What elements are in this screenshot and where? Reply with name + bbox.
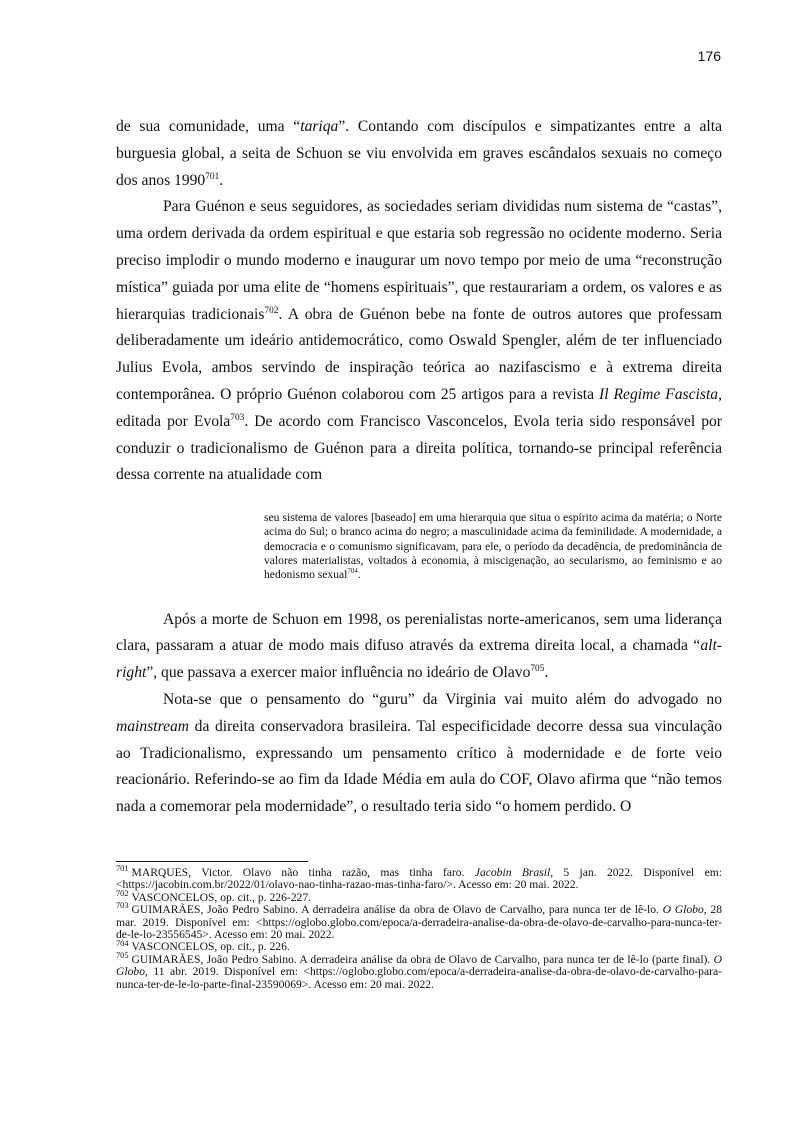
footnote-separator (116, 861, 308, 862)
page-number: 176 (697, 48, 721, 64)
footnote-702: $^{702}$ VASCONCELOS, op. cit., p. 226-227. (116, 888, 312, 904)
footnote-ref-705: 705 (530, 664, 545, 675)
footnote-705: $^{705}$ GUIMARÃES, João Pedro Sabino. A derradeira análise da obra de Olavo de Carvalho, para nunca ter de lê-lo (parte final). O Globo, 11 abr. 2019. Disponível em: <https://oglobo.globo.com/epoca/a-derradeira-analise-da-obra-de-olavo-de-carvalho-para-nunca-ter-de-le-lo-parte-final-23590069>. Acesso em: 20 mai. 2022. (116, 950, 722, 991)
footnote-ref-701: 701 (205, 171, 220, 182)
main-text (116, 114, 722, 821)
footnote-ref-703: 703 (230, 412, 245, 423)
paragraph-1: de sua comunidade, uma “tariqa”. Contando com discípulos e simpatizantes entre a alta burguesia global, a seita de Schuon se viu envolvida em graves escândalos sexuais no começo dos anos 1990$^{701}$. (116, 118, 722, 189)
footnotes (116, 864, 722, 991)
paragraph-2: Para Guénon e seus seguidores, as sociedades seriam divididas num sistema de “castas”, uma ordem derivada da ordem espiritual e que estaria sob regressão no ocidente moderno. Seria preciso implodir o mundo moderno e inaugurar um novo tempo por meio de uma “reconstrução mística” guiada por uma elite de “homens espirituais”, que restaurariam a ordem, os valores e as hierarquias tradicionais$^{702}$. A obra de Guénon bebe na fonte de outros autores que professam deliberadamente um ideário antidemocrático, como Oswald Spengler, além de ter influenciado Julius Evola, ambos servindo de inspiração teórica ao nazifascismo e à extrema direita contemporânea. O próprio Guénon colaborou com 25 artigos para a revista Il Regime Fascista, editada por Evola$^{703}$. De acordo com Francisco Vasconcelos, Evola teria sido responsável por conduzir o tradicionalismo de Guénon para a direita política, tornando-se principal referência dessa corrente na atualidade com (116, 198, 723, 484)
footnote-ref-704: 704 (347, 567, 358, 576)
footnote-703: $^{703}$ GUIMARÃES, João Pedro Sabino. A derradeira análise da obra de Olavo de Carvalho, para nunca ter de lê-lo. O Globo, 28 mar. 2019. Disponível em: <https://oglobo.globo.com/epoca/a-derradeira-analise-da-obra-de-olavo-de-carvalho-para-nunca-ter-de-le-lo-23556545>. Acesso em: 20 mai. 2022. (116, 901, 722, 942)
paragraph-4: Nota-se que o pensamento do “guru” da Virginia vai muito além do advogado no mainstream da direita conservadora brasileira. Tal especificidade decorre dessa sua vinculação ao Tradicionalismo, expressando um pensamento crítico à modernidade e de forte veio reacionário. Referindo-se ao fim da Idade Média em aula do COF, Olavo afirma que “não temos nada a comemorar pela modernidade”, o resultado teria sido “o homem perdido. O (116, 691, 722, 816)
footnote-ref-702: 702 (264, 305, 279, 316)
paragraph-3: Após a morte de Schuon em 1998, os perenialistas norte-americanos, sem uma liderança clara, passaram a atuar de modo mais difuso através da extrema direita local, a chamada “alt-right”, que passava a exercer maior influência no ideário de Olavo$^{705}$. (116, 610, 722, 682)
block-quote: seu sistema de valores [baseado] em uma hierarquia que situa o espírito acima da matéria; o Norte acima do Sul; o branco acima do negro; a masculinidade acima da feminilidade. A modernidade, a democracia e o comunismo significavam, para ele, o período da decadência, de predominância de valores materialistas, voltados à economia, à miscigenação, ao secularismo, ao feminismo e ao hedonismo sexual$^{704}$. (264, 511, 722, 582)
footnote-704: $^{704}$ VASCONCELOS, op. cit., p. 226. (116, 938, 290, 954)
footnote-701: $^{701}$ MARQUES, Victor. Olavo não tinha razão, mas tinha faro. Jacobin Brasil, 5 jan. 2022. Disponível em: <https://jacobin.com.br/2022/01/olavo-nao-tinha-razao-mas-tinha-faro/>. Acesso em: 20 mai. 2022. (116, 864, 722, 892)
